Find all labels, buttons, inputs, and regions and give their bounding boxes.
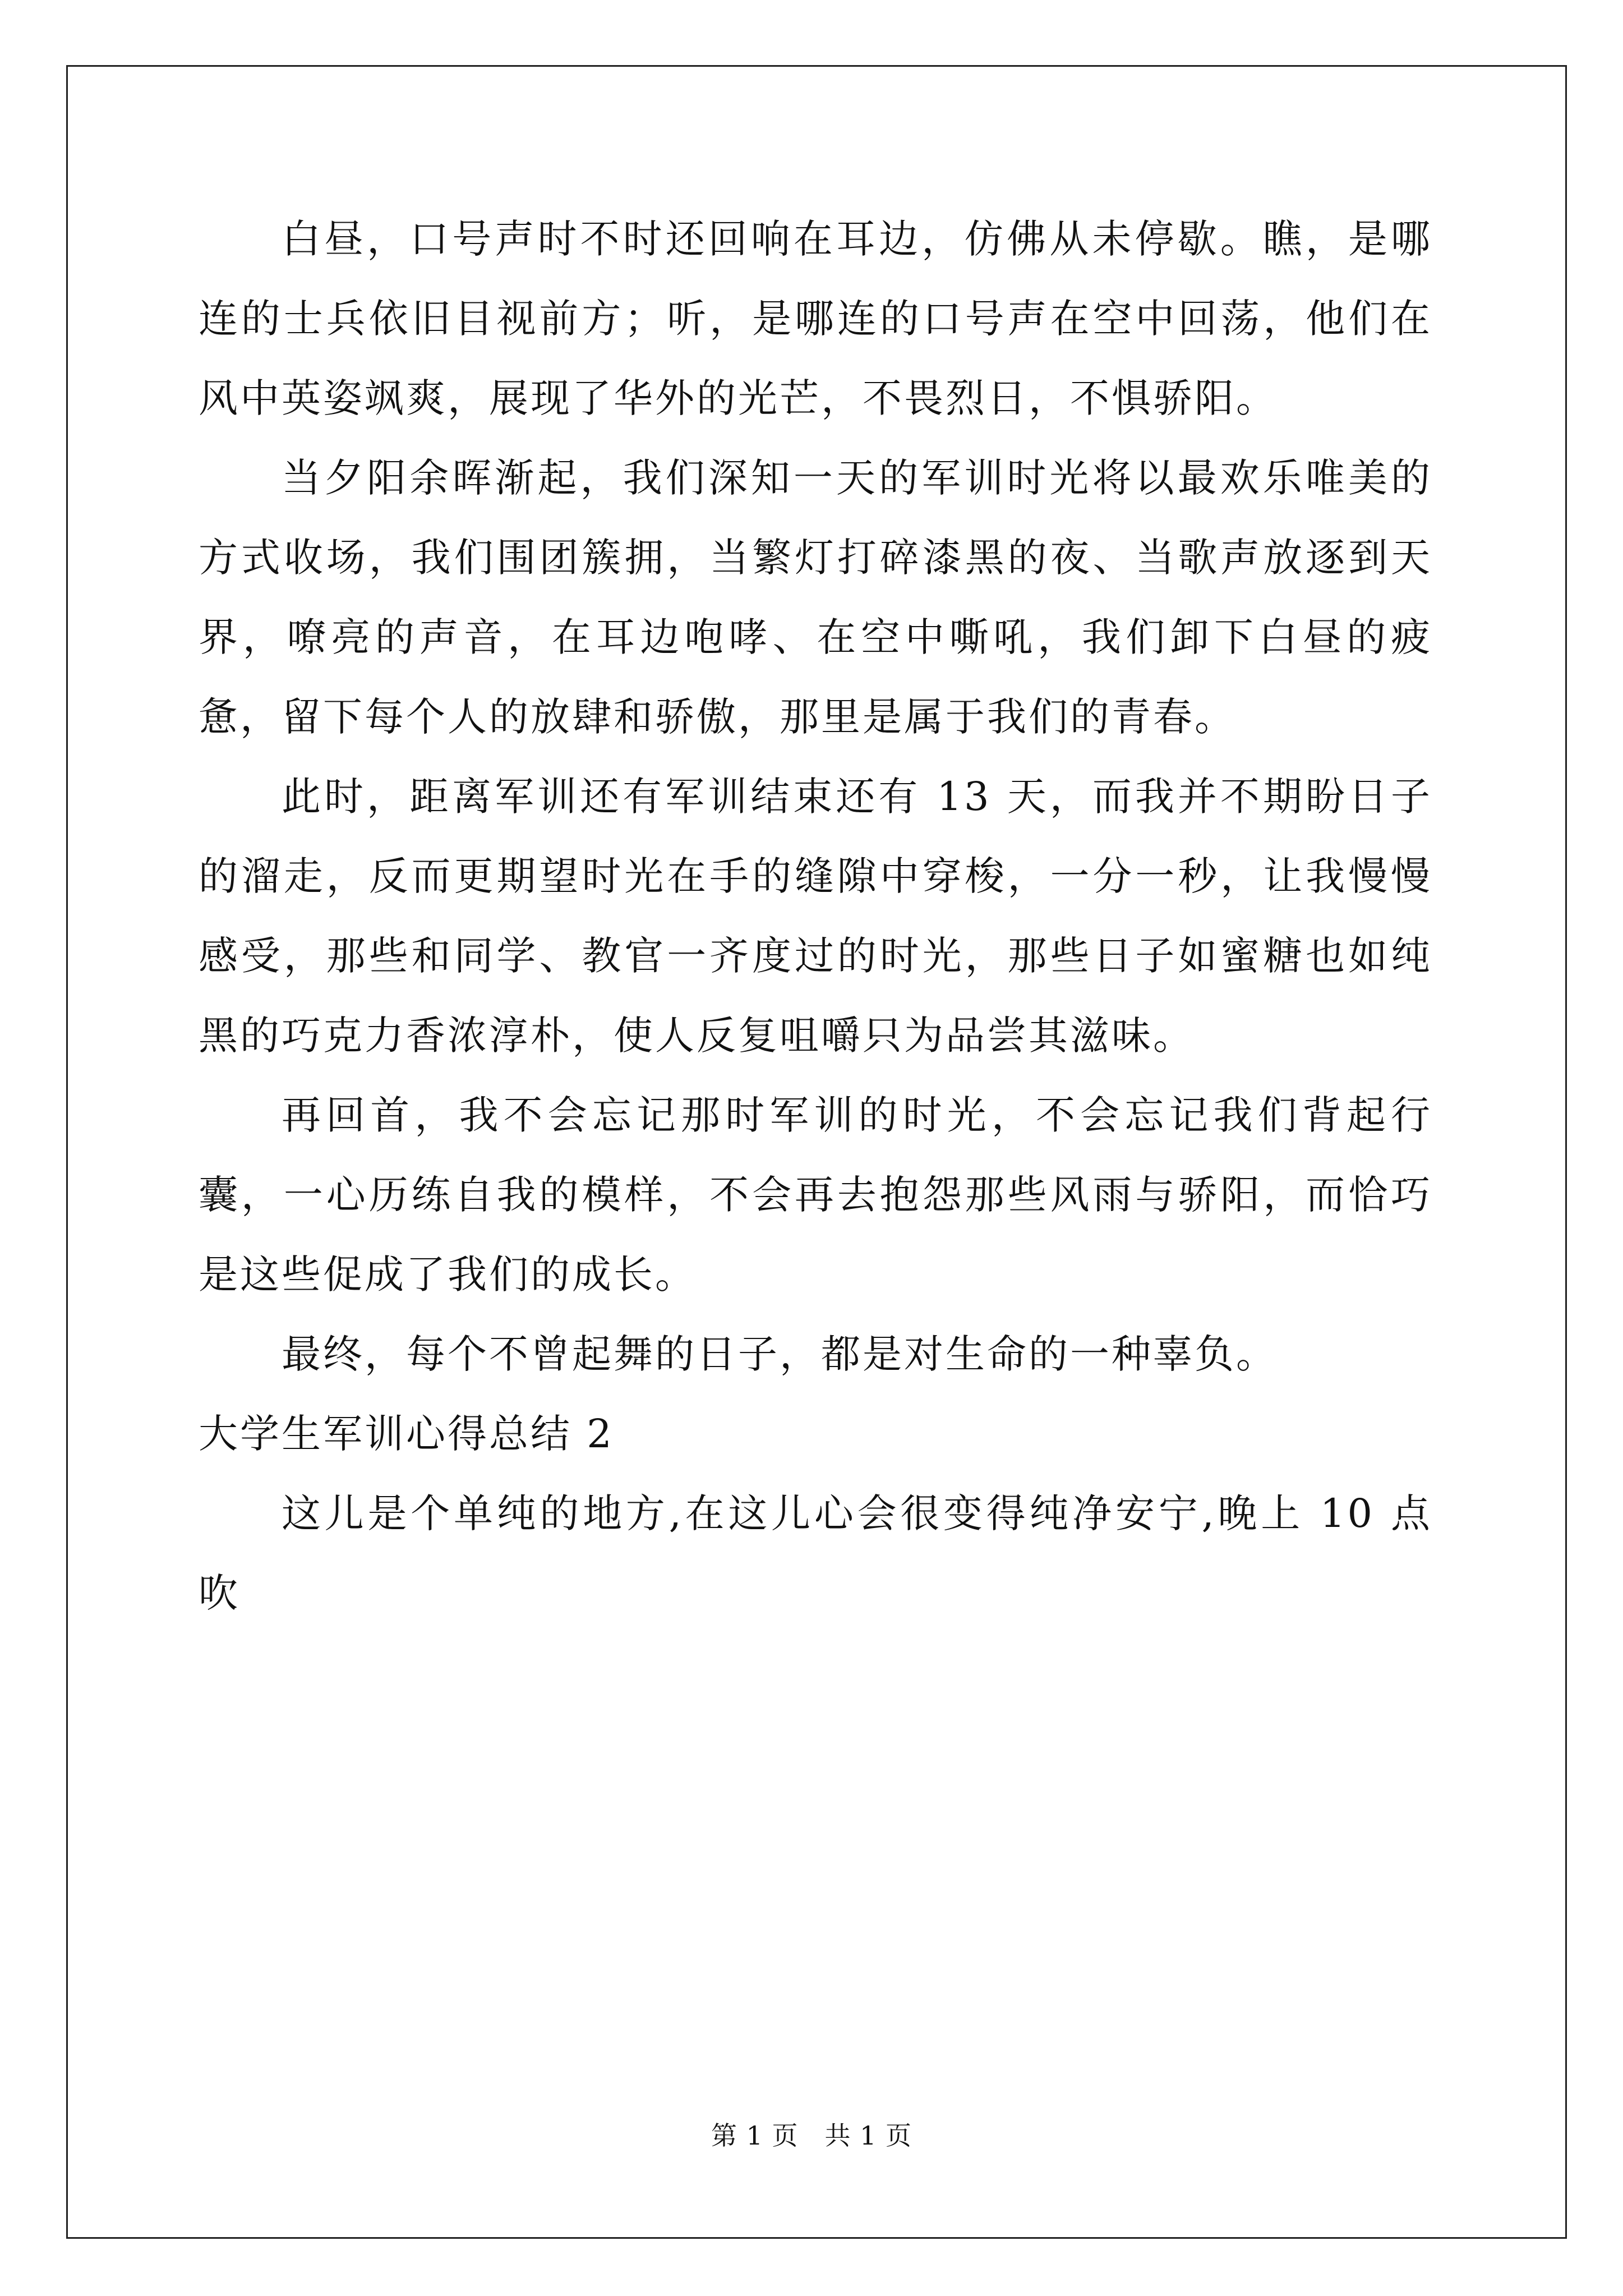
document-body [199,199,1432,1633]
paragraph-1: 白昼，口号声时不时还回响在耳边，仿佛从未停歇。瞧，是哪连的士兵依旧目视前方；听，是哪连的口号声在空中回荡，他们在风中英姿飒爽，展现了华外的光芒，不畏烈日，不惧骄阳。 [199,216,1432,421]
paragraph-4: 再回首，我不会忘记那时军训的时光，不会忘记我们背起行囊，一心历练自我的模样，不会再去抱怨那些风雨与骄阳，而恰巧是这些促成了我们的成长。 [199,1092,1432,1297]
paragraph-6: 这儿是个单纯的地方,在这儿心会很变得纯净安宁,晚上 10 点吹 [199,1490,1432,1616]
section-heading: 大学生军训心得总结 2 [199,1411,614,1457]
paragraph-2: 当夕阳余晖渐起，我们深知一天的军训时光将以最欢乐唯美的方式收场，我们围团簇拥，当繁灯打碎漆黑的夜、当歌声放逐到天界，嘹亮的声音，在耳边咆哮、在空中嘶吼，我们卸下白昼的疲惫，留下每个人的放肆和骄傲，那里是属于我们的青春。 [199,455,1432,740]
page-footer: 第 1 页 共 1 页 [711,2120,912,2151]
paragraph-5: 最终，每个不曾起舞的日子，都是对生命的一种辜负。 [282,1331,1278,1377]
paragraph-3: 此时，距离军训还有军训结束还有 13 天，而我并不期盼日子的溜走，反而更期望时光在手的缝隙中穿梭，一分一秒，让我慢慢感受，那些和同学、教官一齐度过的时光，那些日子如蜜糖也如纯黑的巧克力香浓淳朴，使人反复咀嚼只为品尝其滋味。 [199,774,1432,1059]
